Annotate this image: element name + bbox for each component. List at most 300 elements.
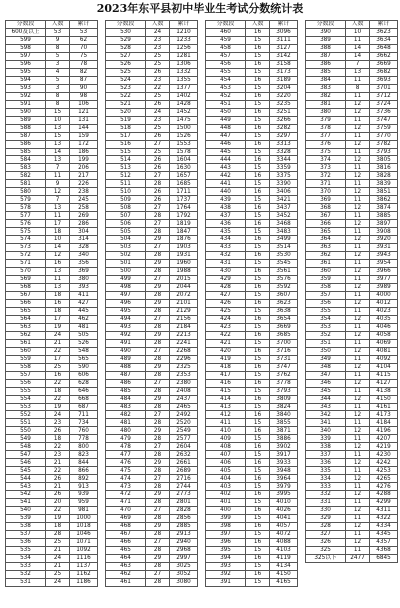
- table-row: [206, 499, 298, 507]
- score-cell: 456: [206, 60, 246, 68]
- cumulative-cell: 1162: [70, 570, 98, 578]
- table-row: [306, 507, 398, 515]
- count-cell: 26: [146, 164, 170, 172]
- cumulative-cell: 3747: [370, 116, 398, 124]
- score-cell: 471: [106, 499, 146, 507]
- count-cell: 22: [146, 84, 170, 92]
- table-row: [306, 554, 398, 562]
- score-cell: 566: [6, 299, 46, 307]
- score-cell: 468: [106, 523, 146, 531]
- cumulative-cell: 1988: [170, 268, 198, 276]
- cumulative-cell: 3793: [270, 387, 298, 395]
- score-cell: 580: [6, 188, 46, 196]
- count-cell: 12: [346, 100, 370, 108]
- table-row: [206, 323, 298, 331]
- table-row: [106, 546, 198, 554]
- score-cell: 588: [6, 124, 46, 132]
- table-row: [206, 538, 298, 546]
- count-cell: 27: [146, 443, 170, 451]
- score-cell: 533: [6, 562, 46, 570]
- count-cell: 18: [46, 523, 70, 531]
- table-row: [306, 499, 398, 507]
- score-cell: 522: [106, 92, 146, 100]
- count-cell: 16: [246, 236, 270, 244]
- cumulative-cell: 87: [70, 76, 98, 84]
- cumulative-cell: 2913: [170, 531, 198, 539]
- score-cell: 422: [206, 331, 246, 339]
- cumulative-cell: 2408: [170, 387, 198, 395]
- score-cell: 467: [106, 531, 146, 539]
- score-cell: 485: [106, 387, 146, 395]
- score-cell: 509: [106, 196, 146, 204]
- count-cell: 11: [346, 339, 370, 347]
- table-header-row: [306, 21, 398, 29]
- count-cell: 16: [246, 156, 270, 164]
- score-cell: 438: [206, 204, 246, 212]
- table-row: [6, 507, 98, 515]
- table-row: [6, 164, 98, 172]
- count-cell: 29: [146, 331, 170, 339]
- score-cell: 327: [306, 531, 346, 539]
- score-cell: 385: [306, 68, 346, 76]
- count-cell: 12: [346, 315, 370, 323]
- count-cell: 15: [246, 180, 270, 188]
- cumulative-cell: 646: [70, 387, 98, 395]
- score-cell: 381: [306, 100, 346, 108]
- cumulative-cell: 2184: [170, 323, 198, 331]
- table-row: [6, 244, 98, 252]
- cumulative-cell: 4069: [370, 339, 398, 347]
- cumulative-cell: 1071: [70, 538, 98, 546]
- cumulative-cell: 2241: [170, 339, 198, 347]
- score-cell: 597: [6, 52, 46, 60]
- table-header-row: [106, 21, 198, 29]
- count-cell: 25: [46, 570, 70, 578]
- table-row: [306, 291, 398, 299]
- cumulative-cell: 1428: [170, 100, 198, 108]
- cumulative-cell: 1792: [170, 212, 198, 220]
- table-row: [306, 395, 398, 403]
- table-row: [6, 100, 98, 108]
- score-cell: 515: [106, 148, 146, 156]
- score-cell: 459: [206, 36, 246, 44]
- score-cell: 532: [6, 570, 46, 578]
- count-cell: 11: [346, 180, 370, 188]
- table-row: [106, 538, 198, 546]
- count-cell: 28: [146, 387, 170, 395]
- score-cell: 458: [206, 44, 246, 52]
- table-row: [206, 554, 298, 562]
- table-row: [306, 44, 398, 52]
- count-cell: 28: [146, 323, 170, 331]
- table-row: [106, 268, 198, 276]
- count-cell: 23: [46, 451, 70, 459]
- count-cell: 29: [146, 260, 170, 268]
- score-cell: 333: [306, 483, 346, 491]
- cumulative-cell: 3700: [270, 339, 298, 347]
- count-cell: 16: [246, 28, 270, 36]
- score-cell: 516: [106, 140, 146, 148]
- count-cell: 11: [346, 92, 370, 100]
- cumulative-cell: 3943: [370, 252, 398, 260]
- count-cell: 26: [146, 156, 170, 164]
- table-row: [6, 554, 98, 562]
- count-cell: 27: [146, 347, 170, 355]
- table-row: [106, 403, 198, 411]
- cumulative-cell: 1764: [170, 204, 198, 212]
- table-row: [6, 140, 98, 148]
- count-cell: 16: [246, 108, 270, 116]
- count-cell: 16: [246, 459, 270, 467]
- count-cell: 16: [246, 283, 270, 291]
- table-row: [106, 299, 198, 307]
- count-cell: 12: [346, 427, 370, 435]
- table-row: [106, 116, 198, 124]
- score-cell: 594: [6, 76, 46, 84]
- score-cell: 589: [6, 116, 46, 124]
- table-row: [206, 188, 298, 196]
- count-cell: 11: [46, 276, 70, 284]
- table-row: [6, 467, 98, 475]
- cumulative-cell: 3421: [270, 196, 298, 204]
- cumulative-cell: 1018: [70, 523, 98, 531]
- score-cell: 592: [6, 92, 46, 100]
- table-row: [106, 387, 198, 395]
- count-cell: 11: [346, 355, 370, 363]
- count-cell: 16: [246, 299, 270, 307]
- table-row: [106, 459, 198, 467]
- table-row: [6, 212, 98, 220]
- count-cell: 11: [346, 307, 370, 315]
- table-row: [306, 124, 398, 132]
- table-row: [6, 124, 98, 132]
- count-cell: 15: [46, 108, 70, 116]
- table-row: [6, 315, 98, 323]
- cumulative-cell: 1475: [170, 116, 198, 124]
- table-row: [6, 92, 98, 100]
- table-row: [106, 427, 198, 435]
- table-row: [6, 531, 98, 539]
- cumulative-cell: 628: [70, 379, 98, 387]
- table-row: [206, 371, 298, 379]
- score-cell: 521: [106, 100, 146, 108]
- table-row: [6, 419, 98, 427]
- table-row: [6, 538, 98, 546]
- cumulative-cell: 2716: [170, 475, 198, 483]
- count-cell: 28: [146, 307, 170, 315]
- count-cell: 28: [146, 578, 170, 586]
- table-row: [106, 100, 198, 108]
- score-cell: 548: [6, 443, 46, 451]
- score-cell: 538: [6, 523, 46, 531]
- table-row: [206, 92, 298, 100]
- count-cell: 29: [146, 459, 170, 467]
- table-row: [106, 443, 198, 451]
- cumulative-cell: 1685: [170, 180, 198, 188]
- table-row: [6, 331, 98, 339]
- cumulative-cell: 258: [70, 204, 98, 212]
- table-row: [306, 483, 398, 491]
- score-cell: 417: [206, 371, 246, 379]
- cumulative-cell: 3437: [270, 204, 298, 212]
- count-cell: 12: [346, 538, 370, 546]
- cumulative-cell: 734: [70, 419, 98, 427]
- count-cell: 12: [346, 491, 370, 499]
- table-row: [306, 76, 398, 84]
- count-cell: 29: [146, 491, 170, 499]
- table-row: [306, 68, 398, 76]
- count-cell: 15: [246, 196, 270, 204]
- cumulative-cell: 4207: [370, 435, 398, 443]
- table-row: [306, 299, 398, 307]
- count-cell: 15: [246, 419, 270, 427]
- score-cell: 389: [306, 36, 346, 44]
- table-row: [306, 36, 398, 44]
- score-cell: 428: [206, 283, 246, 291]
- cumulative-cell: 4173: [370, 411, 398, 419]
- table-row: [206, 44, 298, 52]
- score-cell: 435: [206, 228, 246, 236]
- count-cell: 12: [346, 283, 370, 291]
- table-row: [6, 44, 98, 52]
- table-row: [6, 443, 98, 451]
- table-row: [206, 570, 298, 578]
- cumulative-cell: 1931: [170, 252, 198, 260]
- count-cell: 12: [346, 268, 370, 276]
- count-cell: 21: [46, 459, 70, 467]
- cumulative-cell: 4165: [270, 578, 298, 586]
- cumulative-cell: 269: [70, 212, 98, 220]
- table-row: [306, 276, 398, 284]
- count-cell: 21: [46, 562, 70, 570]
- count-cell: 8: [346, 84, 370, 92]
- count-cell: 29: [146, 299, 170, 307]
- table-row: [206, 315, 298, 323]
- cumulative-cell: 3390: [270, 180, 298, 188]
- cumulative-cell: 4311: [370, 507, 398, 515]
- score-cell: 348: [306, 363, 346, 371]
- score-cell: 490: [106, 347, 146, 355]
- table-row: [6, 172, 98, 180]
- count-cell: 17: [46, 355, 70, 363]
- table-row: [106, 28, 198, 36]
- table-row: [206, 291, 298, 299]
- count-cell: 12: [346, 204, 370, 212]
- table-row: [306, 180, 398, 188]
- cumulative-cell: 3759: [370, 124, 398, 132]
- table-row: [306, 252, 398, 260]
- cumulative-cell: 3662: [370, 52, 398, 60]
- score-cell: 557: [6, 371, 46, 379]
- score-cell: 418: [206, 363, 246, 371]
- table-row: [106, 164, 198, 172]
- score-cell: 434: [206, 236, 246, 244]
- table-row: [106, 124, 198, 132]
- cumulative-cell: 3954: [370, 260, 398, 268]
- count-cell: 11: [346, 387, 370, 395]
- table-row: [206, 220, 298, 228]
- score-cell: 450: [206, 108, 246, 116]
- table-row: [206, 475, 298, 483]
- table-row: [206, 276, 298, 284]
- count-cell: 21: [46, 339, 70, 347]
- table-row: [306, 523, 398, 531]
- column-header: 累计: [370, 21, 398, 29]
- score-cell: 578: [6, 204, 46, 212]
- table-row: [306, 220, 398, 228]
- cumulative-cell: 393: [70, 283, 98, 291]
- table-row: [6, 339, 98, 347]
- table-row: [106, 578, 198, 586]
- table-row: [206, 546, 298, 554]
- table-row: [206, 36, 298, 44]
- score-cell: 492: [106, 331, 146, 339]
- score-cell: 444: [206, 156, 246, 164]
- table-row: [306, 188, 398, 196]
- count-cell: 14: [46, 148, 70, 156]
- count-cell: 29: [146, 523, 170, 531]
- count-cell: 11: [346, 499, 370, 507]
- table-row: [106, 323, 198, 331]
- cumulative-cell: 75: [70, 52, 98, 60]
- score-cell: 562: [6, 331, 46, 339]
- table-row: [6, 451, 98, 459]
- score-cell: 384: [306, 76, 346, 84]
- table-row: [306, 196, 398, 204]
- score-cell: 567: [6, 291, 46, 299]
- score-table-2: [105, 20, 198, 587]
- cumulative-cell: 4000: [370, 291, 398, 299]
- table-row: [6, 459, 98, 467]
- table-row: [6, 84, 98, 92]
- cumulative-cell: 462: [70, 315, 98, 323]
- cumulative-cell: 3328: [270, 148, 298, 156]
- table-row: [106, 60, 198, 68]
- score-cell: 328: [306, 523, 346, 531]
- cumulative-cell: 159: [70, 132, 98, 140]
- score-cell: 469: [106, 515, 146, 523]
- score-cell: 360: [306, 268, 346, 276]
- cumulative-cell: 62: [70, 36, 98, 44]
- count-cell: 28: [146, 546, 170, 554]
- score-cell: 398: [206, 523, 246, 531]
- cumulative-cell: 4253: [370, 467, 398, 475]
- count-cell: 5: [46, 76, 70, 84]
- count-cell: 23: [146, 76, 170, 84]
- score-cell: 448: [206, 124, 246, 132]
- column-header: 人数: [146, 21, 170, 29]
- score-cell: 500: [106, 268, 146, 276]
- score-cell: 404: [206, 475, 246, 483]
- score-cell: 504: [106, 236, 146, 244]
- table-row: [106, 515, 198, 523]
- cumulative-cell: 2325: [170, 363, 198, 371]
- count-cell: 23: [46, 419, 70, 427]
- count-cell: 26: [46, 427, 70, 435]
- count-cell: 26: [146, 100, 170, 108]
- table-row: [6, 260, 98, 268]
- cumulative-cell: 1526: [170, 132, 198, 140]
- count-cell: 23: [146, 116, 170, 124]
- column-header: 人数: [46, 21, 70, 29]
- score-cell: 413: [206, 403, 246, 411]
- cumulative-cell: 90: [70, 84, 98, 92]
- table-row: [206, 467, 298, 475]
- score-cell: 556: [6, 379, 46, 387]
- score-cell: 473: [106, 483, 146, 491]
- table-row: [106, 252, 198, 260]
- cumulative-cell: 3173: [270, 68, 298, 76]
- cumulative-cell: 3576: [270, 276, 298, 284]
- score-cell: 599: [6, 36, 46, 44]
- count-cell: 28: [46, 531, 70, 539]
- score-cell: 534: [6, 554, 46, 562]
- count-cell: 15: [246, 276, 270, 284]
- count-cell: 11: [346, 36, 370, 44]
- score-cell: 519: [106, 116, 146, 124]
- cumulative-cell: 4345: [370, 531, 398, 539]
- score-cell: 507: [106, 212, 146, 220]
- score-cell: 356: [306, 299, 346, 307]
- score-cell: 460: [206, 28, 246, 36]
- count-cell: 15: [246, 483, 270, 491]
- table-row: [206, 403, 298, 411]
- score-cell: 590: [6, 108, 46, 116]
- count-cell: 16: [246, 60, 270, 68]
- count-cell: 24: [46, 578, 70, 586]
- score-cell: 379: [306, 116, 346, 124]
- score-cell: 561: [6, 339, 46, 347]
- score-cell: 541: [6, 499, 46, 507]
- score-cell: 331: [306, 499, 346, 507]
- score-cell: 346: [306, 379, 346, 387]
- count-cell: 24: [146, 108, 170, 116]
- count-cell: 26: [146, 188, 170, 196]
- score-cell: 378: [306, 124, 346, 132]
- cumulative-cell: 245: [70, 196, 98, 204]
- cumulative-cell: 4150: [370, 395, 398, 403]
- count-cell: 29: [146, 363, 170, 371]
- score-cell: 591: [6, 100, 46, 108]
- score-cell: 388: [306, 44, 346, 52]
- count-cell: 11: [346, 467, 370, 475]
- score-cell: 582: [6, 172, 46, 180]
- cumulative-cell: 844: [70, 459, 98, 467]
- count-cell: 28: [146, 467, 170, 475]
- count-cell: 11: [346, 371, 370, 379]
- table-row: [306, 411, 398, 419]
- cumulative-cell: 3809: [270, 395, 298, 403]
- count-cell: 16: [246, 475, 270, 483]
- table-row: [6, 483, 98, 491]
- score-cell: 433: [206, 244, 246, 252]
- score-cell: 421: [206, 339, 246, 347]
- cumulative-cell: 1332: [170, 68, 198, 76]
- table-row: [106, 411, 198, 419]
- score-cell: 542: [6, 491, 46, 499]
- count-cell: 11: [346, 323, 370, 331]
- count-cell: 16: [246, 379, 270, 387]
- table-row: [206, 260, 298, 268]
- count-cell: 7: [346, 60, 370, 68]
- score-cell: 455: [206, 68, 246, 76]
- count-cell: 11: [346, 435, 370, 443]
- score-cell: 349: [306, 355, 346, 363]
- score-cell: 430: [206, 268, 246, 276]
- cumulative-cell: 1819: [170, 220, 198, 228]
- cumulative-cell: 3297: [270, 132, 298, 140]
- score-cell: 517: [106, 132, 146, 140]
